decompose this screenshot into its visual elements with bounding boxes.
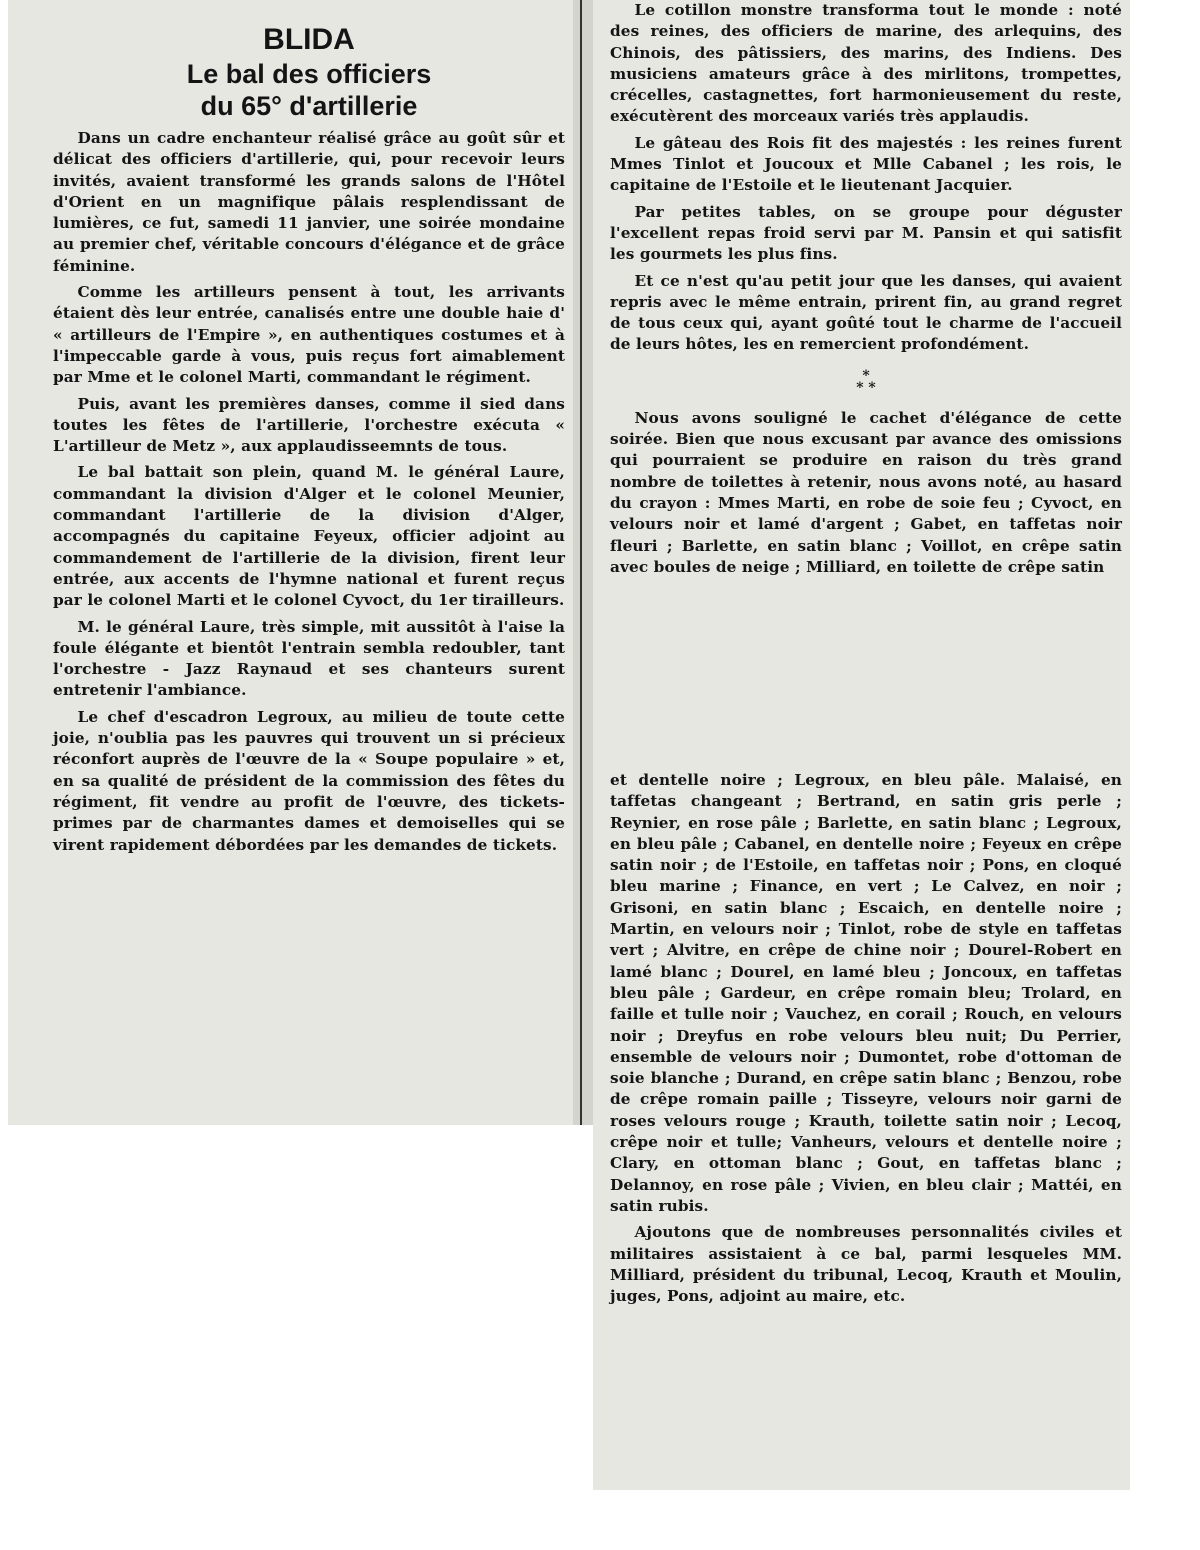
article-title-line-1: Le bal des officiers <box>186 59 432 89</box>
column-rule <box>580 0 582 1125</box>
paragraph-cotillon: Le cotillon monstre transforma tout le monde : noté des reines, des officiers de marine, des arlequins, des Chinois, des pâtissiers, des marins, des Indiens. Des musiciens amateurs grâce à des mirlitons, trompettes, crécelles, castagnettes, fort harmonieusement du reste, exécutèrent des morceaux variés très applaudis. <box>610 1 1122 126</box>
article-location-heading: BLIDA <box>263 23 355 56</box>
left-column-clipping <box>8 0 573 1125</box>
right-column-bottom-clipping <box>593 765 1130 1490</box>
column-gutter <box>573 0 593 1125</box>
section-separator <box>610 367 1122 396</box>
article-title-line-2: du 65° d'artillerie <box>200 91 418 121</box>
right-column-top-clipping <box>593 0 1130 765</box>
paragraph-first-dances: Puis, avant les premières danses, comme il sied dans toutes les fêtes de l'artillerie, l'orchestre exécuta « L'artilleur de Metz », aux applaudisseemnts de tous. <box>53 394 565 456</box>
paragraph-general-arrival: Le bal battait son plein, quand M. le général Laure, commandant la division d'Alger et le colonel Meunier, commandant l'artillerie de la division d'Alger, accompagnés du capitaine Feyeux, officier adjoint au commandement de l'artillerie de la division, firent leur entrée, aux accents de l'hymne national et furent reçus par le colonel Marti et le colonel Cyvoct, du 1er tirailleurs. <box>53 463 565 610</box>
paragraph-gateau-des-rois: Le gâteau des Rois fit des majestés : les reines furent Mmes Tinlot et Joucoux et Mlle Cabanel ; les rois, le capitaine de l'Estoile et le lieutenant Jacquier. <box>610 133 1122 195</box>
paragraph-arrivals: Comme les artilleurs pensent à tout, les arrivants étaient dès leur entrée, canalisés entre une double haie d' « artilleurs de l'Empire », en authentiques costumes et à l'impeccable garde à vous, puis reçus fort aimablement par Mme et le colonel Marti, commandant le régiment. <box>53 283 565 387</box>
paragraph-decor: Dans un cadre enchanteur réalisé grâce au goût sûr et délicat des officiers d'artillerie, qui, pour recevoir leurs invités, avaient transformé les grands salons de l'Hôtel d'Orient en un magnifique pâlais resplendissant de lumières, ce fut, samedi 11 janvier, une soirée mondaine au premier chef, véritable concours d'élégance et de grâce féminine. <box>53 129 565 275</box>
paragraph-soupe-populaire: Le chef d'escadron Legroux, au milieu de toute cette joie, n'oublia pas les pauvres qui trouvent un si précieux réconfort auprès de l'œuvre de la « Soupe populaire » et, en sa qualité de président de la commission des fêtes du régiment, fit vendre au profit de l'œuvre, des tickets-primes par de charmantes dames et demoiselles qui se virent rapidement débordées par les demandes de tickets. <box>53 707 565 854</box>
paragraph-personnalites: Ajoutons que de nombreuses personnalités civiles et militaires assistaient à ce bal, parmi lesqueles MM. Milliard, président du tribunal, Lecoq, Krauth et Moulin, juges, Pons, adjoint au maire, etc. <box>610 1223 1122 1306</box>
paragraph-toilettes-continued: et dentelle noire ; Legroux, en bleu pâle. Malaisé, en taffetas changeant ; Bertrand, en satin gris perle ; Reynier, en rose pâle ; Barlette, en satin blanc ; Legroux, en bleu pâle ; Cabanel, en dentelle noire ; Feyeux en crêpe satin noir ; de l'Estoile, en taffetas noir ; Pons, en cloqué bleu marine ; Finance, en vert ; Le Calvez, en noir ; Grisoni, en satin blanc ; Escaich, en dentelle noire ; Martin, en velours noir ; Tinlot, robe de style en taffetas vert ; Alvitre, en crêpe de chine noir ; Dourel-Robert en lamé blanc ; Dourel, en lamé bleu ; Joncoux, en taffetas bleu pâle ; Gardeur, en crêpe romain bleu; Trolard, en faille et tulle noir ; Vauchez, en corail ; Rouch, en velours noir ; Dreyfus en robe velours bleu nuit; Du Perrier, ensemble de velours noir ; Dumontet, robe d'ottoman de soie blanche ; Durand, en crêpe satin blanc ; Benzou, robe de crêpe romain paille ; Tisseyre, velours noir garni de roses velours rouge ; Krauth, toilette satin noir ; Lecoq, crêpe noir et tulle; Vanheurs, velours et dentelle noire ; Clary, en ottoman blanc ; Gout, en taffetas blanc ; Delannoy, en rose pâle ; Vivien, en bleu clair ; Mattéi, en satin rubis. <box>610 771 1122 1215</box>
separator-star-top: * <box>862 367 870 384</box>
separator-stars-bottom: * * <box>856 379 876 396</box>
paragraph-toilettes: Nous avons souligné le cachet d'élégance de cette soirée. Bien que nous excusant par avance des omissions qui pourraient se produire en raison du très grand nombre de toilettes à retenir, nous avons noté, au hasard du crayon : Mmes Marti, en robe de soie feu ; Cyvoct, en velours noir et lamé d'argent ; Gabet, en taffetas noir fleuri ; Barlette, en satin blanc ; Voillot, en crêpe satin avec boules de neige ; Milliard, en toilette de crêpe satin <box>610 408 1122 576</box>
paragraph-ambiance: M. le général Laure, très simple, mit aussitôt à l'aise la foule élégante et bientôt l'entrain sembla redoubler, tant l'orchestre - Jazz Raynaud et ses chanteurs surent entretenir l'ambiance. <box>53 617 565 700</box>
paragraph-petites-tables: Par petites tables, on se groupe pour déguster l'excellent repas froid servi par M. Pansin et qui satisfit les gourmets les plus fins. <box>610 202 1122 264</box>
paragraph-petit-jour: Et ce n'est qu'au petit jour que les danses, qui avaient repris avec le même entrain, prirent fin, au grand regret de tous ceux qui, ayant goûté tout le charme de l'accueil de leurs hôtes, les en remercient profondément. <box>610 271 1122 354</box>
